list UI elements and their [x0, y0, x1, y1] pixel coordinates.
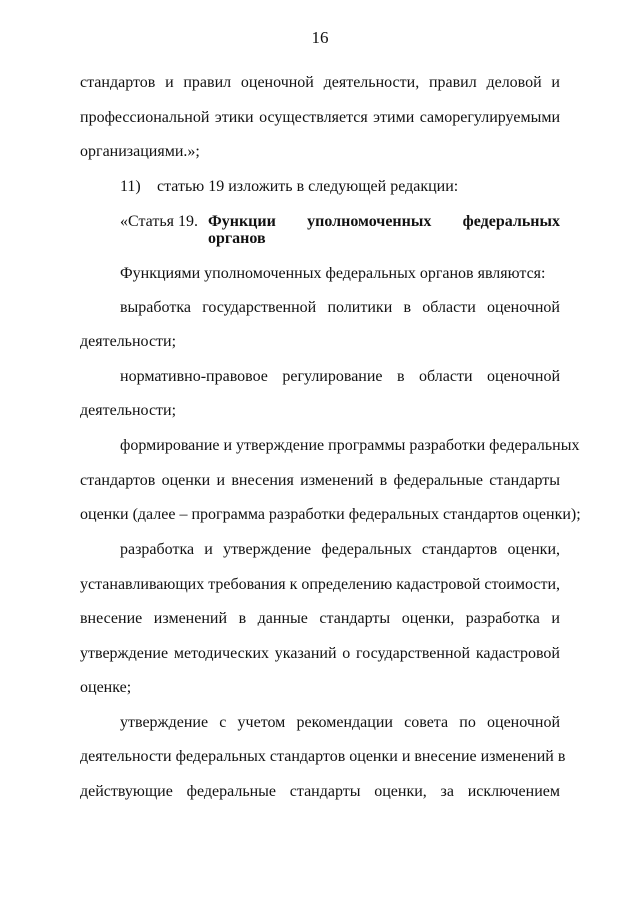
article-number: «Статья 19. — [120, 213, 198, 230]
text-line: утверждение с учетом рекомендации совета по оценочной — [120, 714, 560, 731]
text-line: деятельности; — [80, 402, 177, 419]
text-line: организациями.»; — [80, 143, 200, 160]
text-line: действующие федеральные стандарты оценки, за исключением — [80, 783, 560, 800]
text-line: деятельности; — [80, 333, 177, 350]
list-item-number: 11) — [120, 178, 141, 195]
list-item-text: статью 19 изложить в следующей редакции: — [157, 178, 459, 195]
article-title: Функции уполномоченных федеральных — [208, 213, 560, 230]
text-line: разработка и утверждение федеральных стандартов оценки, — [120, 541, 560, 558]
text-line: формирование и утверждение программы разработки федеральных — [120, 437, 580, 454]
text-line: стандартов оценки и внесения изменений в федеральные стандарты — [80, 472, 560, 489]
text-line: внесение изменений в данные стандарты оценки, разработка и — [80, 610, 560, 627]
text-line: утверждение методических указаний о государственной кадастровой — [80, 645, 560, 662]
text-line: стандартов и правил оценочной деятельности, правил деловой и — [80, 74, 560, 91]
text-line: устанавливающих требования к определению кадастровой стоимости, — [80, 576, 561, 593]
text-line: профессиональной этики осуществляется этими саморегулируемыми — [80, 109, 560, 126]
page-number: 16 — [311, 28, 329, 47]
text-line: деятельности федеральных стандартов оценки и внесение изменений в — [80, 748, 566, 765]
text-line: оценке; — [80, 679, 132, 696]
text-line: нормативно-правовое регулирование в области оценочной — [120, 368, 560, 385]
text-line: Функциями уполномоченных федеральных органов являются: — [120, 265, 546, 282]
text-line: оценки (далее – программа разработки федеральных стандартов оценки); — [80, 506, 581, 523]
text-line: выработка государственной политики в области оценочной — [120, 299, 560, 316]
article-title: органов — [208, 230, 266, 247]
